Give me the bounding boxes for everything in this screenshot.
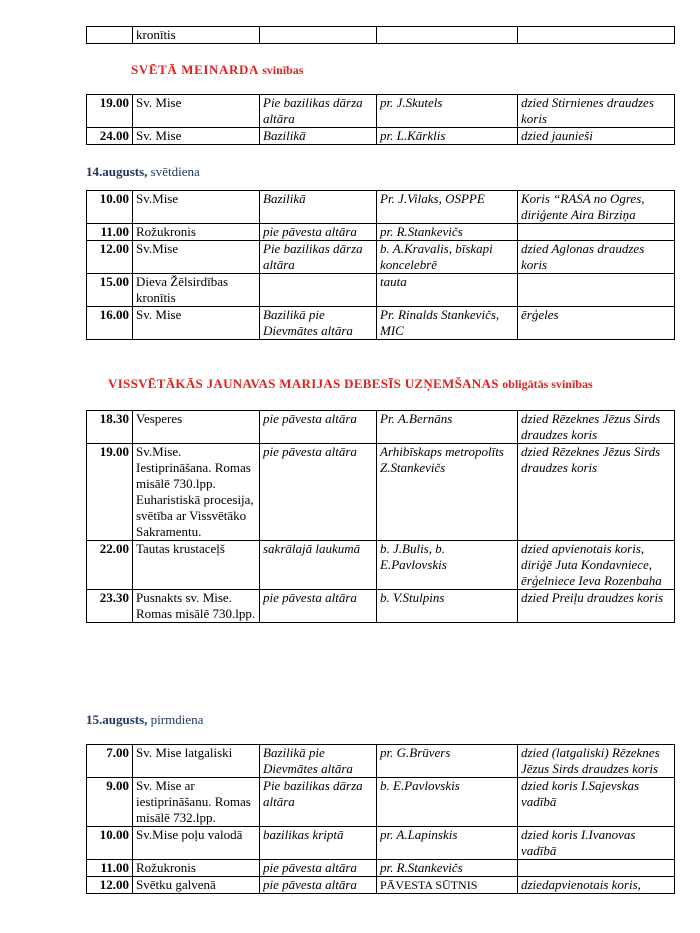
day-weekday: pirmdiena: [147, 712, 204, 727]
celebrant-cell: Pr. J.Vilaks, OSPPE: [377, 191, 518, 224]
event-cell: Sv. Mise: [133, 95, 260, 128]
schedule-row: [87, 128, 675, 145]
celebrant-cell: Pr. Rinalds Stankevičs, MIC: [377, 307, 518, 340]
time-cell: 10.00: [87, 191, 133, 224]
schedule-row: [87, 224, 675, 241]
music-cell: [518, 860, 675, 877]
schedule-row: [87, 877, 675, 894]
music-cell: dziedapvienotais koris,: [518, 877, 675, 894]
music-cell: ērģeles: [518, 307, 675, 340]
time-cell: 10.00: [87, 827, 133, 860]
event-cell: Sv.Mise. Iestiprināšana. Romas misālē 730.lpp. Euharistiskā procesija, svētība ar Vissvētāko Sakramentu.: [133, 444, 260, 541]
day-heading-14-august: [86, 164, 200, 180]
schedule-row: [87, 27, 675, 44]
schedule-table-assumption: [86, 410, 675, 623]
music-cell: dzied Rēzeknes Jēzus Sirds draudzes koris: [518, 411, 675, 444]
celebrant-cell: b. E.Pavlovskis: [377, 778, 518, 827]
place-cell: pie pāvesta altāra: [260, 411, 377, 444]
celebrant-cell: pr. R.Stankevičs: [377, 224, 518, 241]
event-cell: Sv. Mise ar iestiprināšanu. Romas misālē 732.lpp.: [133, 778, 260, 827]
day-heading-15-august: [86, 712, 203, 728]
event-cell: Rožukronis: [133, 224, 260, 241]
day-date: 15.augusts,: [86, 712, 148, 727]
place-cell: Bazilikā pie Dievmātes altāra: [260, 307, 377, 340]
event-cell: Vesperes: [133, 411, 260, 444]
music-cell: dzied (latgaliski) Rēzeknes Jēzus Sirds draudzes koris: [518, 745, 675, 778]
celebrant-cell: b. A.Kravalis, bīskapi koncelebrē: [377, 241, 518, 274]
event-cell: kronītis: [133, 27, 260, 44]
schedule-row: [87, 95, 675, 128]
meinards-feast-heading: [131, 62, 303, 78]
place-cell: pie pāvesta altāra: [260, 860, 377, 877]
schedule-table-14-august: [86, 190, 675, 340]
day-weekday: svētdiena: [147, 164, 200, 179]
place-cell: Bazilikā: [260, 128, 377, 145]
music-cell: dzied apvienotais koris, diriģē Juta Kondavniece, ērģelniece Ieva Rozenbaha: [518, 541, 675, 590]
time-cell: [87, 27, 133, 44]
place-cell: [260, 274, 377, 307]
music-cell: dzied koris I.Ivanovas vadībā: [518, 827, 675, 860]
place-cell: pie pāvesta altāra: [260, 444, 377, 541]
celebrant-cell: Pr. A.Bernāns: [377, 411, 518, 444]
music-cell: dzied Rēzeknes Jēzus Sirds draudzes koris: [518, 444, 675, 541]
event-cell: Svētku galvenā: [133, 877, 260, 894]
schedule-row: [87, 745, 675, 778]
celebrant-cell: PĀVESTA SŪTNIS: [377, 877, 518, 894]
time-cell: 11.00: [87, 224, 133, 241]
schedule-table-continued: [86, 26, 675, 44]
place-cell: pie pāvesta altāra: [260, 224, 377, 241]
schedule-row: [87, 827, 675, 860]
place-cell: Bazilikā: [260, 191, 377, 224]
schedule-row: [87, 590, 675, 623]
schedule-row: [87, 541, 675, 590]
time-cell: 19.00: [87, 444, 133, 541]
schedule-table-15-august: [86, 744, 675, 894]
music-cell: [518, 27, 675, 44]
schedule-row: [87, 778, 675, 827]
day-date: 14.augusts,: [86, 164, 148, 179]
place-cell: sakrālajā laukumā: [260, 541, 377, 590]
schedule-row: [87, 411, 675, 444]
time-cell: 12.00: [87, 241, 133, 274]
time-cell: 11.00: [87, 860, 133, 877]
schedule-table-meinards: [86, 94, 675, 145]
event-cell: Sv.Mise: [133, 241, 260, 274]
event-cell: Sv. Mise: [133, 128, 260, 145]
celebrant-cell: pr. J.Skutels: [377, 95, 518, 128]
music-cell: dzied koris I.Sajevskas vadībā: [518, 778, 675, 827]
place-cell: Pie bazilikas dārza altāra: [260, 95, 377, 128]
event-cell: Rožukronis: [133, 860, 260, 877]
music-cell: Koris “RASA no Ogres, diriģente Aira Birziņa: [518, 191, 675, 224]
event-cell: Sv. Mise latgaliski: [133, 745, 260, 778]
celebrant-cell: pr. G.Brūvers: [377, 745, 518, 778]
time-cell: 16.00: [87, 307, 133, 340]
time-cell: 22.00: [87, 541, 133, 590]
music-cell: dzied Aglonas draudzes koris: [518, 241, 675, 274]
music-cell: dzied Stirnienes draudzes koris: [518, 95, 675, 128]
schedule-row: [87, 241, 675, 274]
place-cell: Pie bazilikas dārza altāra: [260, 778, 377, 827]
music-cell: dzied Preiļu draudzes koris: [518, 590, 675, 623]
event-cell: Pusnakts sv. Mise. Romas misālē 730.lpp.: [133, 590, 260, 623]
place-cell: [260, 27, 377, 44]
event-cell: Sv.Mise poļu valodā: [133, 827, 260, 860]
celebrant-cell: pr. A.Lapinskis: [377, 827, 518, 860]
event-cell: Tautas krustaceļš: [133, 541, 260, 590]
time-cell: 15.00: [87, 274, 133, 307]
time-cell: 24.00: [87, 128, 133, 145]
celebrant-cell: b. V.Stulpins: [377, 590, 518, 623]
music-cell: [518, 274, 675, 307]
celebrant-cell: pr. R.Stankevičs: [377, 860, 518, 877]
music-cell: dzied jaunieši: [518, 128, 675, 145]
celebrant-cell: tauta: [377, 274, 518, 307]
time-cell: 7.00: [87, 745, 133, 778]
celebrant-cell: b. J.Bulis, b. E.Pavlovskis: [377, 541, 518, 590]
place-cell: pie pāvesta altāra: [260, 590, 377, 623]
celebrant-cell: [377, 27, 518, 44]
schedule-row: [87, 191, 675, 224]
schedule-row: [87, 444, 675, 541]
place-cell: pie pāvesta altāra: [260, 877, 377, 894]
place-cell: Pie bazilikas dārza altāra: [260, 241, 377, 274]
time-cell: 9.00: [87, 778, 133, 827]
time-cell: 12.00: [87, 877, 133, 894]
event-cell: Dieva Žēlsirdības kronītis: [133, 274, 260, 307]
schedule-row: [87, 860, 675, 877]
place-cell: bazilikas kriptā: [260, 827, 377, 860]
time-cell: 23.30: [87, 590, 133, 623]
schedule-row: [87, 307, 675, 340]
time-cell: 18.30: [87, 411, 133, 444]
feast-name: SVĒTĀ MEINARDA: [131, 62, 259, 77]
feast-suffix: svinības: [262, 63, 304, 77]
music-cell: [518, 224, 675, 241]
schedule-row: [87, 274, 675, 307]
event-cell: Sv. Mise: [133, 307, 260, 340]
celebrant-cell: pr. L.Kārklis: [377, 128, 518, 145]
celebrant-cell: Arhibīskaps metropolīts Z.Stankevičs: [377, 444, 518, 541]
place-cell: Bazilikā pie Dievmātes altāra: [260, 745, 377, 778]
feast-suffix: obligātās svinības: [502, 377, 593, 391]
assumption-feast-heading: [108, 376, 593, 392]
event-cell: Sv.Mise: [133, 191, 260, 224]
feast-name: VISSVĒTĀKĀS JAUNAVAS MARIJAS DEBESĪS UZŅEMŠANAS: [108, 376, 499, 391]
time-cell: 19.00: [87, 95, 133, 128]
